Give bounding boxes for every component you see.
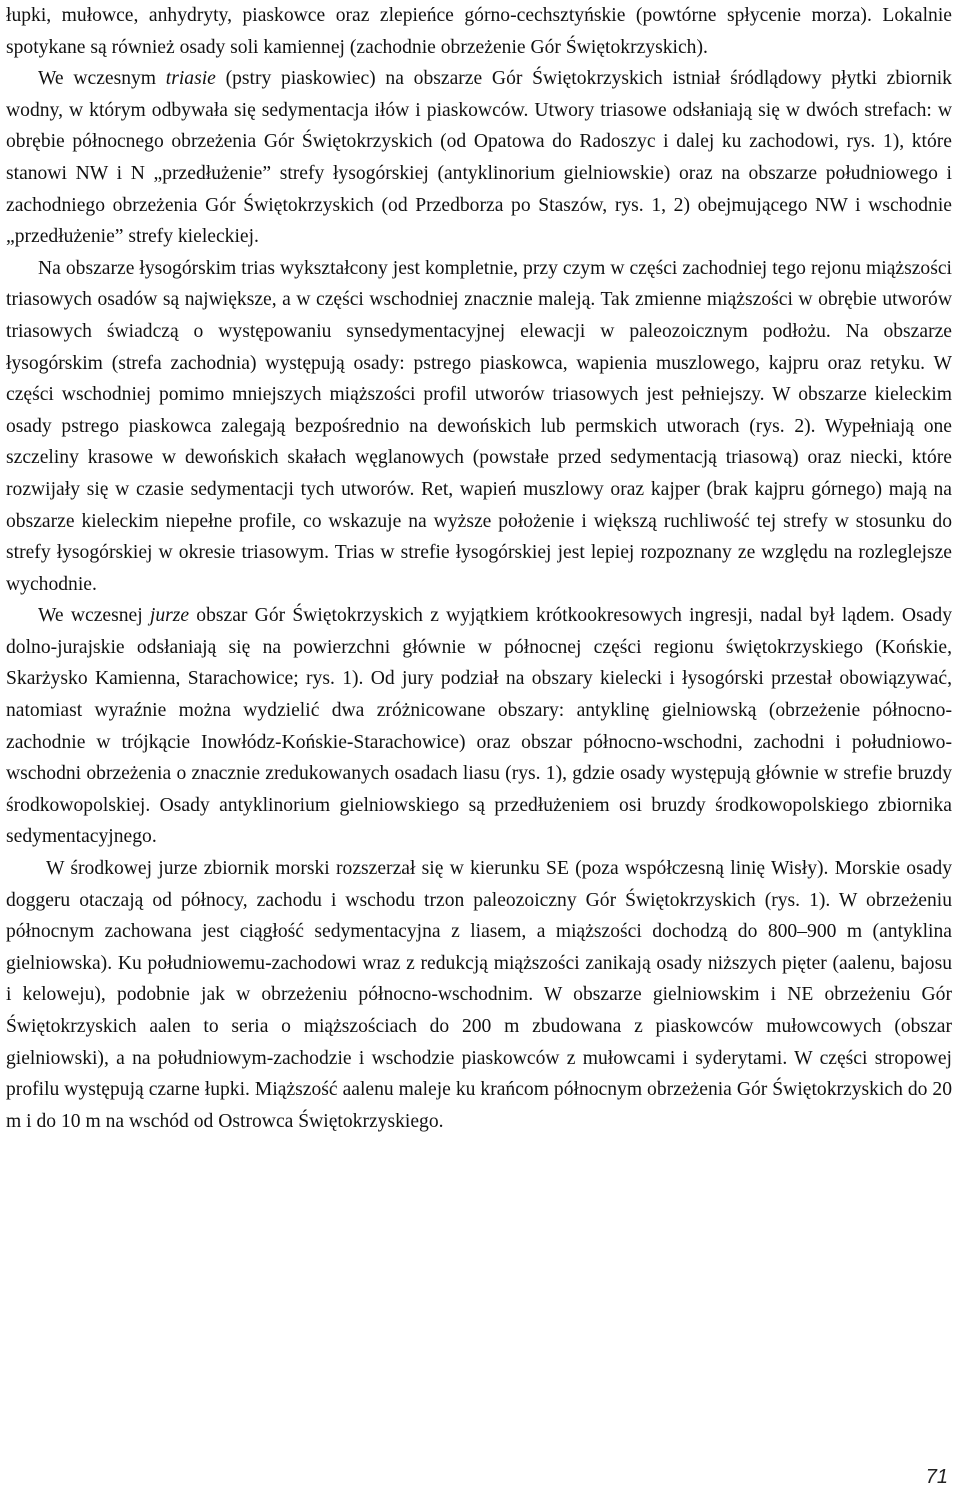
paragraph-4-italic-term: jurze: [149, 605, 190, 627]
paragraph-4-text-b: obszar Gór Świętokrzyskich z wyjątkiem krótkookresowych ingresji, nadal był lądem. Osady dolno-jurajskie odsłaniają się na powierzchni głównie w północnej części regionu świętokrzyskiego (Końskie, Skarżysko Kamienna, Starachowice; rys. 1). Od jury podział na obszary kielecki i łysogórski przestał obowiązywać, natomiast wyraźnie można wydzielić dwa zróżnicowane obszary: antyklinę gielniowską (obrzeżenie północno-zachodnie w trójkącie Inowłódz-Końskie-Starachowice) oraz obszar północno-wschodni, zachodni i południowo-wschodni obrzeżenia o znacznie zredukowanych osadach liasu (rys. 1), gdzie osady występują głównie w strefie bruzdy środkowopolskiej. Osady antyklinorium gielniowskiego są przedłużeniem osi bruzdy środkowopolskiego zbiornika sedymentacyjnego.: [6, 605, 952, 848]
paragraph-4-text-a: We wczesnej: [38, 605, 150, 627]
paragraph-1: [6, 0, 952, 63]
paragraph-3-text: Na obszarze łysogórskim trias wykształcony jest kompletnie, przy czym w części zachodniej tego rejonu miąższości triasowych osadów są największe, a w części wschodniej znacznie maleją. Tak zmienne miąższości w obrębie utworów triasowych świadczą o występowaniu synsedymentacyjnej elewacji w paleozoicznym podłożu. Na obszarze łysogórskim (strefa zachodnia) występują osady: pstrego piaskowca, wapienia muszlowego, kajpru oraz retyku. W części wschodniej pomimo mniejszych miąższości profil utworów triasowych jest pełniejszy. W obszarze kieleckim osady pstrego piaskowca zalegają bezpośrednio na dewońskich lub permskich utworach (rys. 2). Wypełniają one szczeliny krasowe w dewońskich skałach węglanowych (powstałe przed sedymentacją triasową) oraz niecki, które rozwijały się w czasie sedymentacji tych utworów. Ret, wapień muszlowy oraz kajper (brak kajpru górnego) mają na obszarze kieleckim niepełne profile, co wskazuje na wyższe położenie i większą ruchliwość tej strefy w stosunku do strefy łysogórskiej w okresie triasowym. Trias w strefie łysogórskiej jest lepiej rozpoznany ze względu na rozleglejsze wychodnie.: [6, 257, 952, 595]
paragraph-5-text: W środkowej jurze zbiornik morski rozszerzał się w kierunku SE (poza współczesną linię Wisły). Morskie osady doggeru otaczają od północy, zachodu i wschodu trzon paleozoiczny Gór Świętokrzyskich (rys. 1). W obrzeżeniu północnym zachowana jest ciągłość sedymentacyjna z liasem, a miąższości dochodzą do 800–900 m (antyklina gielniowska). Ku południowemu-zachodowi wraz z redukcją miąższości zanikają osady niższych pięter (aalenu, bajosu i keloweju), podobnie jak w obrzeżeniu północno-wschodnim. W obszarze gielniowskim i NE obrzeżeniu Gór Świętokrzyskich aalen to seria o miąższościach do 200 m zbudowana z piaskowców mułowcowych (obszar gielniowski), a na południowym-zachodzie i wschodzie piaskowców z mułowcami i syderytami. W części stropowej profilu występują czarne łupki. Miąższość aalenu maleje ku krańcom północnym obrzeżenia Gór Świętokrzyskich do 20 m i do 10 m na wschód od Ostrowca Świętokrzyskiego.: [6, 858, 952, 1132]
paragraph-2-text-b: (pstry piaskowiec) na obszarze Gór Świętokrzyskich istniał śródlądowy płytki zbiornik wodny, w którym odbywała się sedymentacja iłów i piaskowców. Utwory triasowe odsłaniają się w dwóch strefach: w obrębie północnego obrzeżenia Gór Świętokrzyskich (od Opatowa do Radoszyc i dalej ku zachodowi, rys. 1), które stanowi NW i N „przedłużenie” strefy łysogórskiej (antyklinorium gielniowskie) oraz na obszarze południowego i zachodniego obrzeżenia Gór Świętokrzyskich (od Przedborza po Staszów, rys. 1, 2) obejmującego NW i wschodnie „przedłużenie” strefy kieleckiej.: [6, 68, 952, 248]
paragraph-2: [6, 63, 952, 253]
page-text-column: [6, 0, 952, 1137]
paragraph-1-text: łupki, mułowce, anhydryty, piaskowce oraz zlepieńce górno-cechsztyńskie (powtórne spłycenie morza). Lokalnie spotykane są również osady soli kamiennej (zachodnie obrzeżenie Gór Świętokrzyskich).: [6, 5, 952, 58]
page-number: 71: [925, 1466, 948, 1488]
paragraph-2-text-a: We wczesnym: [38, 68, 166, 90]
paragraph-5: [6, 853, 952, 1137]
paragraph-4: [6, 600, 952, 853]
paragraph-2-italic-term: triasie: [165, 68, 216, 90]
paragraph-3: [6, 253, 952, 601]
